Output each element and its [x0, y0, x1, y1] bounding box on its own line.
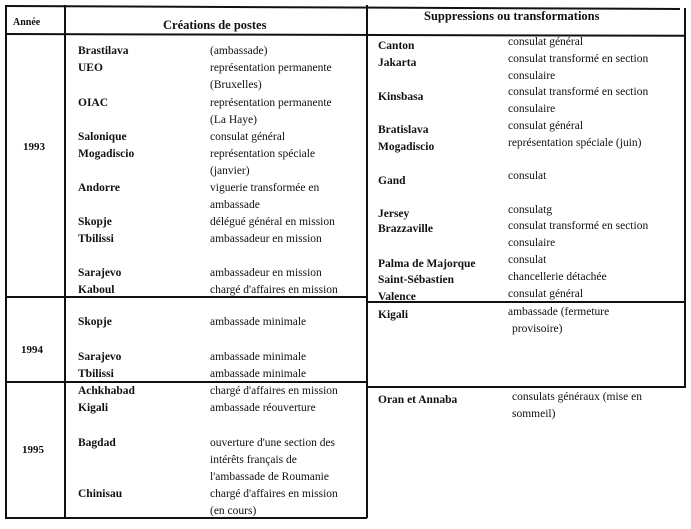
suppression-place: Saint-Sébastien — [378, 274, 455, 286]
suppression-desc: consulat général — [508, 288, 584, 300]
creation-desc: ambassade minimale — [210, 368, 307, 380]
col-left-border — [5, 5, 7, 518]
row-1995-rule-left — [5, 381, 367, 383]
creation-desc: ambassade minimale — [210, 351, 307, 363]
suppression-place: Palma de Majorque — [378, 258, 476, 270]
creation-place: Skopje — [78, 216, 112, 228]
suppression-desc: consulat — [508, 254, 547, 266]
suppression-desc: consulat général — [508, 120, 584, 132]
creation-place: Salonique — [78, 131, 127, 143]
year-1993: 1993 — [23, 141, 45, 153]
creation-desc: chargé d'affaires en mission — [210, 488, 338, 500]
creation-place: Kaboul — [78, 284, 115, 296]
header-suppressions: Suppressions ou transformations — [424, 9, 600, 23]
suppression-place: Oran et Annaba — [378, 394, 458, 406]
col-main-divider — [366, 5, 368, 518]
suppression-place: Gand — [378, 175, 406, 187]
creation-desc: l'ambassade de Roumanie — [210, 471, 329, 483]
suppression-place: Kigali — [378, 309, 409, 321]
col-right-border — [684, 8, 686, 388]
creation-desc: représentation permanente — [210, 62, 332, 74]
creation-desc: représentation permanente — [210, 97, 332, 109]
creation-desc: (ambassade) — [210, 45, 268, 57]
creation-desc: (janvier) — [210, 165, 250, 177]
suppression-place: Kinsbasa — [378, 91, 424, 103]
row-1994-rule-left — [5, 296, 367, 298]
creation-place: Mogadiscio — [78, 148, 135, 160]
creation-desc: intérêts français de — [210, 454, 297, 466]
suppression-place: Canton — [378, 40, 415, 52]
suppression-desc: consulat transformé en section — [508, 86, 649, 98]
creation-place: Tbilissi — [78, 368, 114, 380]
creation-place: Tbilissi — [78, 233, 114, 245]
creation-desc: chargé d'affaires en mission — [210, 385, 338, 397]
creation-desc: ambassade minimale — [210, 316, 307, 328]
creation-desc: chargé d'affaires en mission — [210, 284, 338, 296]
creation-place: Achkhabad — [78, 385, 135, 397]
creation-place: Skopje — [78, 316, 112, 328]
creation-desc: viguerie transformée en — [210, 182, 320, 194]
suppression-place: Bratislava — [378, 124, 429, 136]
suppression-desc: consulaire — [508, 70, 556, 82]
suppression-place: Valence — [378, 291, 416, 303]
creation-place: UEO — [78, 62, 103, 74]
suppression-desc: consulatg — [508, 204, 553, 216]
creation-desc: délégué général en mission — [210, 216, 335, 228]
creation-place: OIAC — [78, 97, 109, 109]
suppression-desc: représentation spéciale (juin) — [508, 137, 642, 149]
creation-desc: consulat général — [210, 131, 286, 143]
header-year: Année — [13, 17, 41, 28]
col-year-divider — [64, 5, 66, 518]
row-1995-rule-right — [367, 386, 684, 388]
creation-place: Chinisau — [78, 488, 123, 500]
creation-desc: ambassade — [210, 199, 260, 211]
creation-place: Brastilava — [78, 45, 129, 57]
creation-desc: (Bruxelles) — [210, 79, 262, 91]
creation-place: Bagdad — [78, 437, 116, 449]
suppression-desc: ambassade (fermeture — [508, 306, 610, 318]
suppression-desc: consulaire — [508, 103, 556, 115]
creation-desc: ambassadeur en mission — [210, 233, 322, 245]
suppression-desc: consulat transformé en section — [508, 53, 649, 65]
suppression-desc: sommeil) — [512, 408, 556, 420]
creation-desc: (en cours) — [210, 505, 257, 517]
suppression-desc: consulaire — [508, 237, 556, 249]
creation-desc: (La Haye) — [210, 114, 257, 126]
header-creations: Créations de postes — [163, 18, 267, 32]
suppression-place: Mogadiscio — [378, 141, 435, 153]
creation-place: Kigali — [78, 402, 109, 414]
suppression-desc: consulat transformé en section — [508, 220, 649, 232]
table-bottom-rule — [5, 517, 367, 519]
creation-desc: ouverture d'une section des — [210, 437, 336, 449]
suppression-place: Brazzaville — [378, 223, 433, 235]
suppression-place: Jersey — [378, 208, 410, 220]
suppression-desc: chancellerie détachée — [508, 271, 607, 283]
creation-desc: représentation spéciale — [210, 148, 316, 160]
creation-place: Sarajevo — [78, 267, 122, 279]
creation-desc: ambassade réouverture — [210, 402, 316, 414]
suppression-desc: consulats généraux (mise en — [512, 391, 642, 403]
year-1994: 1994 — [21, 344, 43, 356]
creation-place: Andorre — [78, 182, 120, 194]
suppression-desc: consulat général — [508, 36, 584, 48]
creation-place: Sarajevo — [78, 351, 122, 363]
creation-desc: ambassadeur en mission — [210, 267, 322, 279]
suppression-desc: provisoire) — [512, 323, 563, 335]
suppression-desc: consulat — [508, 170, 547, 182]
year-1995: 1995 — [22, 444, 44, 456]
suppression-place: Jakarta — [378, 57, 417, 69]
